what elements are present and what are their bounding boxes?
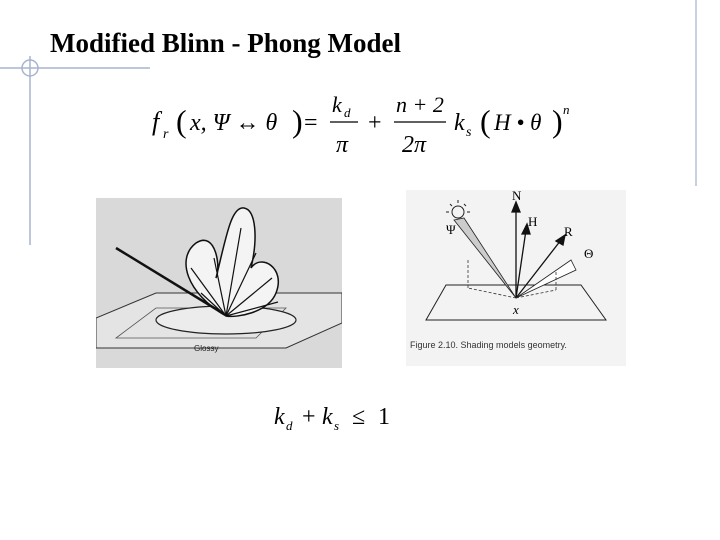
eq-kd: k [332, 92, 342, 117]
eq-n-plus-2: n + 2 [396, 92, 444, 117]
shading-geometry-figure [406, 190, 626, 366]
eq-equals: = [304, 110, 318, 136]
constraint-leq: ≤ [352, 404, 366, 430]
eq-f-sub: r [163, 127, 169, 142]
eq-paren2-close: ) [552, 103, 563, 139]
label-N: N [512, 190, 522, 203]
slide-edge-line [695, 0, 697, 186]
glossy-lobe-figure [96, 198, 342, 368]
constraint-kd-sub: d [286, 418, 293, 433]
constraint-kd: k [274, 404, 285, 430]
eq-lhs-args: x, Ψ ↔ θ [190, 110, 278, 136]
eq-exponent-n: n [563, 102, 570, 117]
eq-pi: π [336, 132, 349, 158]
eq-ks-sub: s [466, 125, 472, 140]
label-theta: Θ [584, 246, 594, 261]
eq-plus: + [368, 110, 382, 136]
eq-paren-close: ) [292, 103, 303, 139]
glossy-label: Glossy [194, 344, 219, 353]
label-x: x [513, 302, 519, 317]
label-H: H [528, 214, 538, 229]
eq-h-dot-theta: H • θ [494, 110, 542, 135]
constraint-ks-sub: s [334, 418, 340, 433]
eq-ks: k [454, 110, 465, 136]
eq-kd-sub: d [344, 105, 351, 120]
eq-2pi: 2π [402, 132, 427, 158]
eq-f: f [152, 107, 160, 136]
constraint-plus: + [302, 404, 316, 430]
constraint-rhs: 1 [378, 404, 390, 430]
label-psi: Ψ [446, 222, 456, 237]
eq-paren-open: ( [176, 103, 187, 139]
eq-paren2-open: ( [480, 103, 491, 139]
slide-title: Modified Blinn - Phong Model [50, 28, 402, 58]
constraint-equation [270, 398, 410, 438]
brdf-equation [140, 92, 590, 162]
figure-caption: Figure 2.10. Shading models geometry. [410, 340, 567, 350]
label-R: R [564, 224, 573, 239]
constraint-ks: k [322, 404, 333, 430]
